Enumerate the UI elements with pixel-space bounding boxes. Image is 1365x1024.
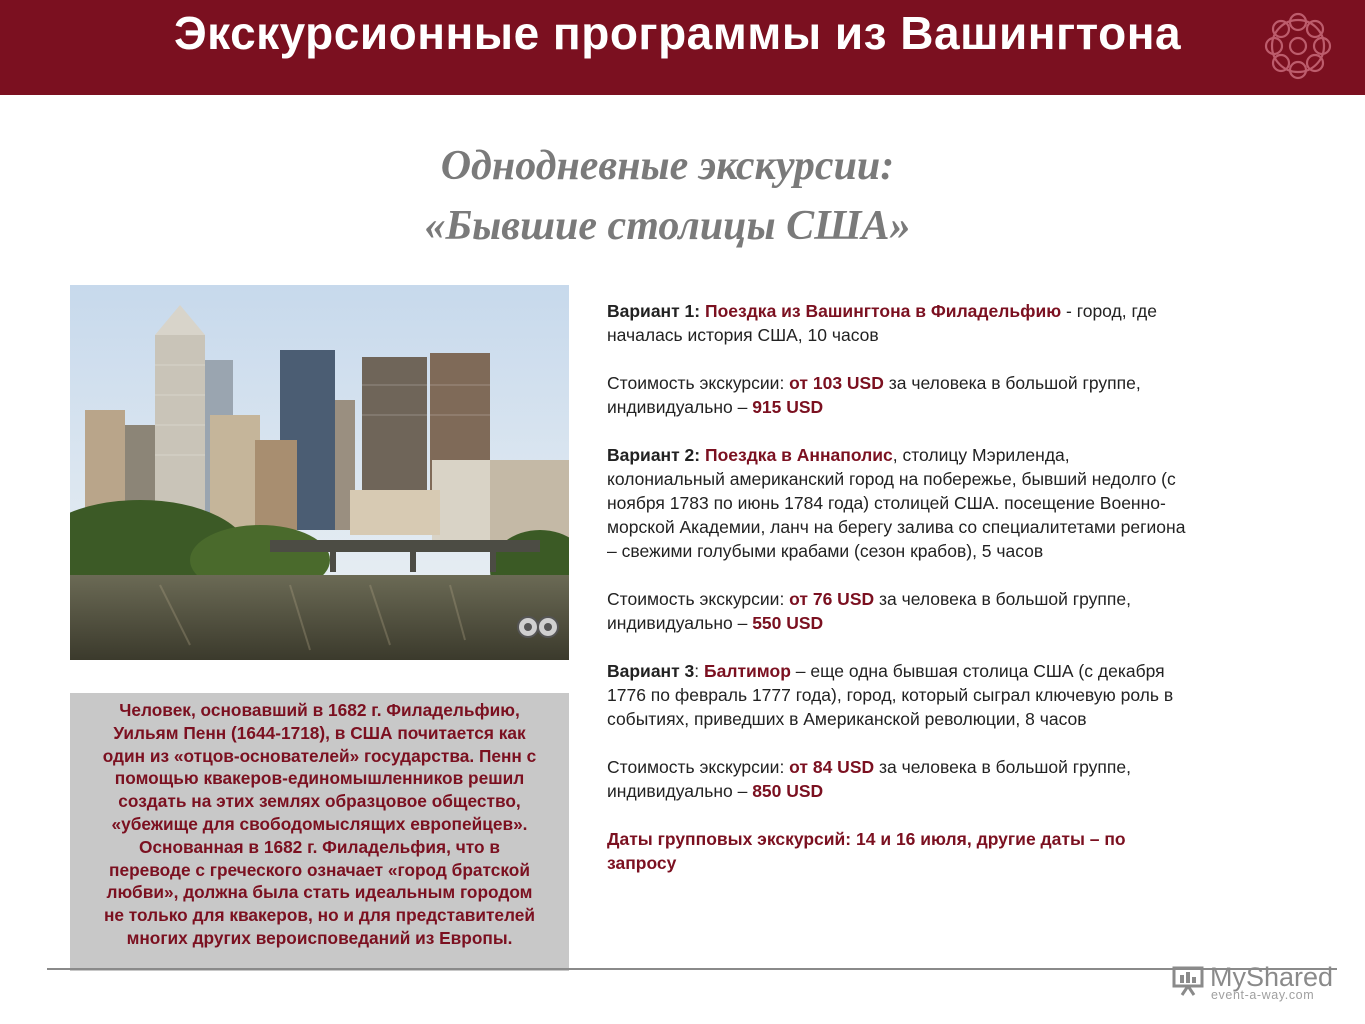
presentation-board-icon <box>1172 966 1204 996</box>
variant-2: Вариант 2: Поездка в Аннаполис, столицу Мэриленда, колониальный американский город на побережье, бывший недолго (с ноября 1783 по июнь 1784 года) столицей США. посещение Военно-морской Академии, ланч на берегу залива со специалитетами региона – свежими голубыми крабами (сезон крабов), 5 часов <box>607 445 1186 561</box>
variant-3: Вариант 3: Балтимор – еще одна бывшая столица США (с декабря 1776 по февраль 1777 года), город, который сыграл ключевую роль в событиях, приведших в Американской революции, 8 часов <box>607 661 1174 729</box>
variant-1-cost: Стоимость экскурсии: от 103 USD за человека в большой группе, индивидуально – 915 USD <box>607 373 1141 417</box>
source-url[interactable]: event-a-way.com <box>1211 988 1315 1002</box>
group-dates-note: Даты групповых экскурсий: 14 и 16 июля, другие даты – по запросу <box>607 829 1126 873</box>
variant-2-cost: Стоимость экскурсии: от 76 USD за человека в большой группе, индивидуально – 550 USD <box>607 589 1131 633</box>
penn-quote-box <box>70 693 569 971</box>
sound-speaker-icon[interactable] <box>516 613 560 641</box>
page-title: Экскурсионные программы из Вашингтона <box>173 7 1182 59</box>
brand-name: MyShared <box>1210 962 1334 992</box>
variant-3-cost: Стоимость экскурсии: от 84 USD за человека в большой группе, индивидуально – 850 USD <box>607 757 1131 801</box>
floral-ornament-icon <box>1258 6 1338 86</box>
subtitle-line-1: Однодневные экскурсии: <box>440 143 895 189</box>
tour-variants <box>607 299 1187 899</box>
penn-quote-text: Человек, основавший в 1682 г. Филадельфию, Уильям Пенн (1644-1718), в США почитается как один из «отцов-основателей» государства. Пенн с помощью квакеров-единомышленников решил создать на этих землях образцовое общество, «убежище для свободомыслящих европейцев». Основанная в 1682 г. Филадельфия, что в переводе с греческого означает «город братской любви», должна была стать идеальным городом не только для квакеров, но и для представителей многих других вероисповеданий из Европы. <box>102 700 537 948</box>
philadelphia-skyline-photo <box>70 285 569 660</box>
header-banner <box>0 0 1365 95</box>
footer-divider <box>47 968 1337 970</box>
variant-1: Вариант 1: Поездка из Вашингтона в Филадельфию - город, где началась история США, 10 часов <box>607 301 1157 345</box>
subtitle-line-2: «Бывшие столицы США» <box>424 203 911 249</box>
